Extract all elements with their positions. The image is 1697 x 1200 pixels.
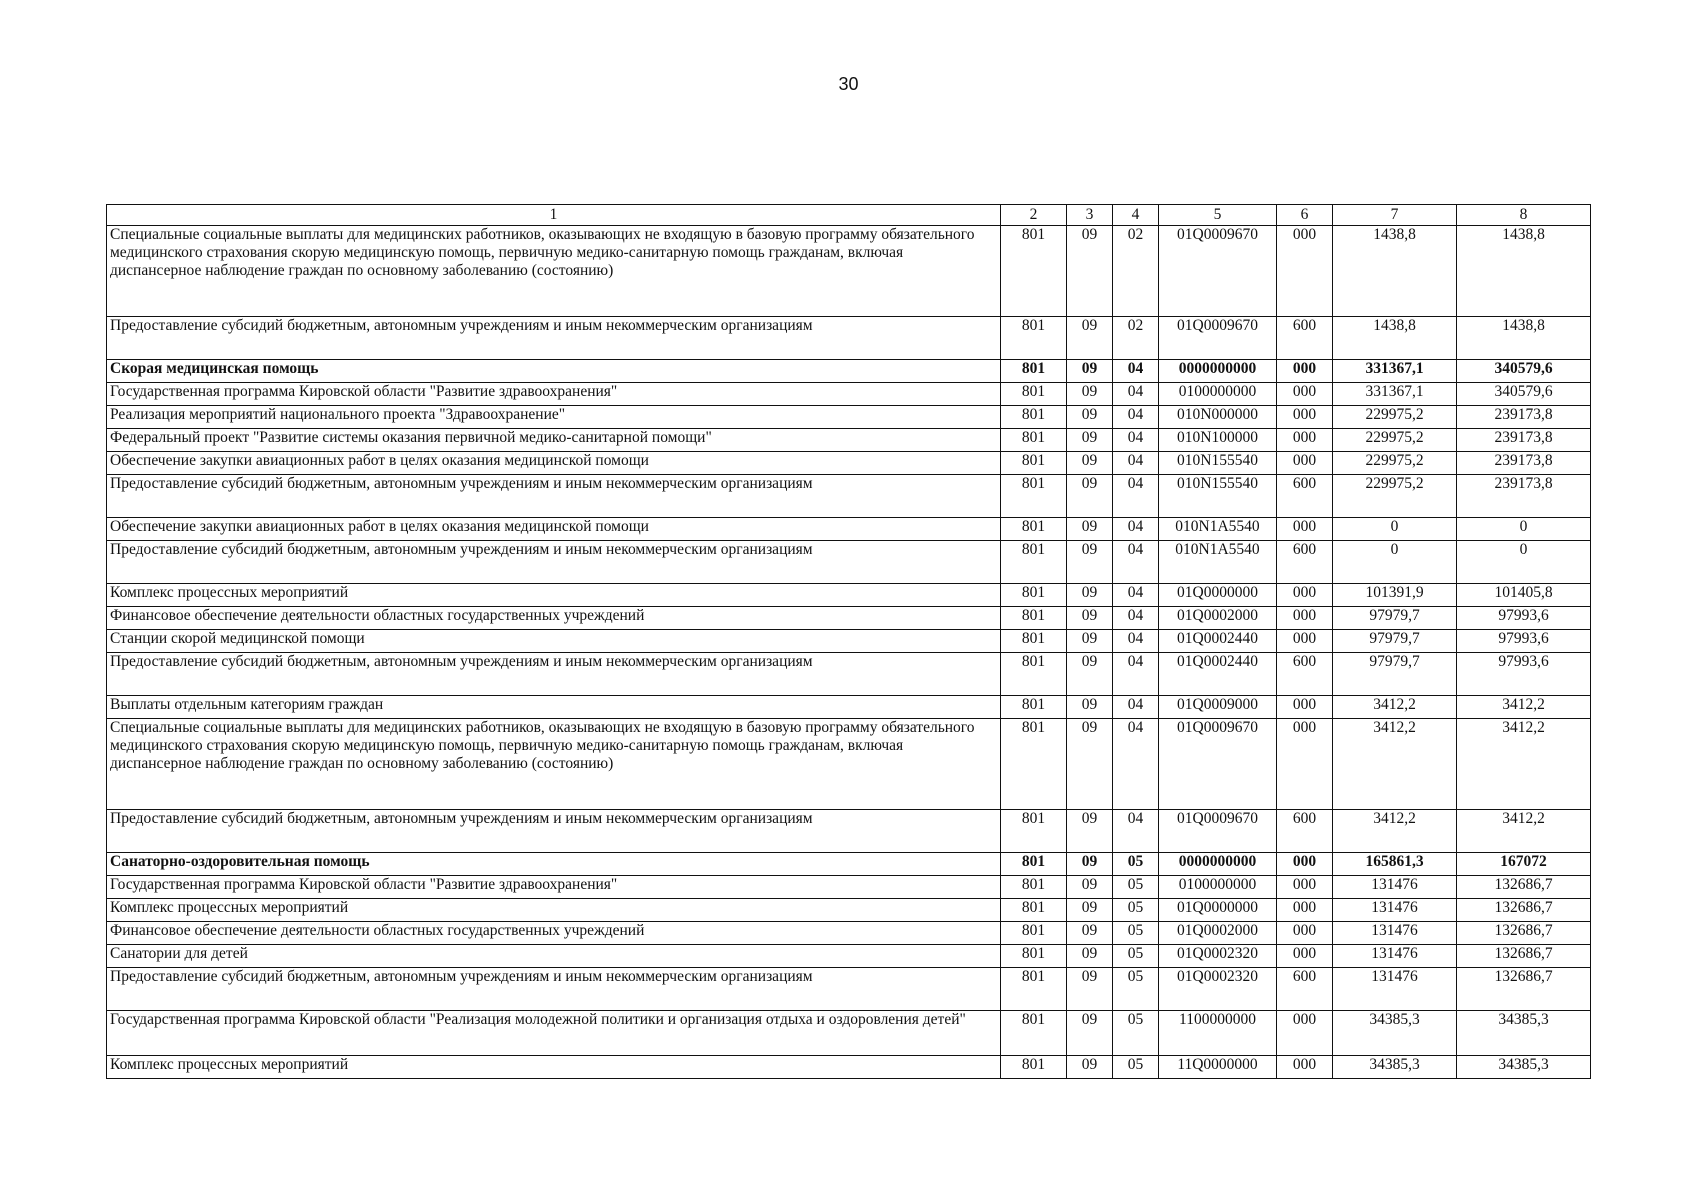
target-article-cell: 010N000000 [1159,406,1277,429]
table-row [107,518,1591,541]
amount-cell-year2: 3412,2 [1457,719,1591,810]
header-cell-5: 5 [1159,205,1277,226]
subsection-cell: 05 [1113,876,1159,899]
table-row [107,541,1591,584]
table-row [107,607,1591,630]
code-cell: 801 [1001,452,1067,475]
amount-cell-year1: 34385,3 [1333,1011,1457,1056]
amount-cell-year1: 3412,2 [1333,810,1457,853]
section-cell: 09 [1067,653,1113,696]
code-cell: 801 [1001,429,1067,452]
subsection-cell: 04 [1113,810,1159,853]
target-article-cell: 010N155540 [1159,452,1277,475]
code-cell: 801 [1001,518,1067,541]
table-row [107,876,1591,899]
expense-type-cell: 000 [1277,518,1333,541]
code-cell: 801 [1001,696,1067,719]
target-article-cell: 01Q0009670 [1159,226,1277,317]
code-cell: 801 [1001,945,1067,968]
amount-cell-year1: 131476 [1333,922,1457,945]
section-cell: 09 [1067,607,1113,630]
amount-cell-year1: 97979,7 [1333,653,1457,696]
amount-cell-year1: 0 [1333,541,1457,584]
expense-type-cell: 000 [1277,630,1333,653]
subsection-cell: 04 [1113,584,1159,607]
subsection-cell: 02 [1113,317,1159,360]
section-cell: 09 [1067,1056,1113,1079]
target-article-cell: 01Q0009670 [1159,810,1277,853]
target-article-cell: 01Q0002440 [1159,653,1277,696]
table-row [107,899,1591,922]
amount-cell-year1: 1438,8 [1333,317,1457,360]
expense-type-cell: 000 [1277,607,1333,630]
expense-type-cell: 000 [1277,429,1333,452]
section-cell: 09 [1067,452,1113,475]
expense-type-cell: 000 [1277,719,1333,810]
header-cell-2: 2 [1001,205,1067,226]
expense-type-cell: 000 [1277,1011,1333,1056]
table-header-row [107,205,1591,226]
code-cell: 801 [1001,406,1067,429]
subsection-cell: 04 [1113,607,1159,630]
amount-cell-year1: 1438,8 [1333,226,1457,317]
row-name-cell: Федеральный проект "Развитие системы оказания первичной медико-санитарной помощи" [107,429,1001,452]
row-name-cell: Выплаты отдельным категориям граждан [107,696,1001,719]
subsection-cell: 04 [1113,653,1159,696]
section-cell: 09 [1067,317,1113,360]
amount-cell-year1: 331367,1 [1333,360,1457,383]
table-row [107,968,1591,1011]
code-cell: 801 [1001,922,1067,945]
expense-type-cell: 000 [1277,696,1333,719]
target-article-cell: 0100000000 [1159,383,1277,406]
table-row [107,1056,1591,1079]
target-article-cell: 1100000000 [1159,1011,1277,1056]
amount-cell-year2: 132686,7 [1457,899,1591,922]
target-article-cell: 01Q0002000 [1159,922,1277,945]
expense-type-cell: 000 [1277,383,1333,406]
code-cell: 801 [1001,810,1067,853]
subsection-cell: 05 [1113,1011,1159,1056]
expense-type-cell: 600 [1277,317,1333,360]
header-cell-6: 6 [1277,205,1333,226]
subsection-cell: 04 [1113,406,1159,429]
row-name-cell: Санатории для детей [107,945,1001,968]
code-cell: 801 [1001,876,1067,899]
amount-cell-year1: 97979,7 [1333,607,1457,630]
row-name-cell: Финансовое обеспечение деятельности областных государственных учреждений [107,607,1001,630]
amount-cell-year2: 132686,7 [1457,968,1591,1011]
section-cell: 09 [1067,968,1113,1011]
code-cell: 801 [1001,317,1067,360]
expense-type-cell: 600 [1277,968,1333,1011]
code-cell: 801 [1001,853,1067,876]
expense-type-cell: 000 [1277,452,1333,475]
budget-table [106,204,1591,1079]
expense-type-cell: 000 [1277,922,1333,945]
amount-cell-year2: 97993,6 [1457,653,1591,696]
amount-cell-year1: 34385,3 [1333,1056,1457,1079]
subsection-cell: 04 [1113,475,1159,518]
target-article-cell: 01Q0000000 [1159,899,1277,922]
header-cell-1: 1 [107,205,1001,226]
subsection-cell: 04 [1113,452,1159,475]
subsection-cell: 04 [1113,719,1159,810]
amount-cell-year2: 97993,6 [1457,607,1591,630]
amount-cell-year1: 131476 [1333,968,1457,1011]
section-cell: 09 [1067,429,1113,452]
subsection-cell: 05 [1113,899,1159,922]
code-cell: 801 [1001,360,1067,383]
subsection-cell: 05 [1113,968,1159,1011]
row-name-cell: Государственная программа Кировской области "Развитие здравоохранения" [107,876,1001,899]
row-name-cell: Специальные социальные выплаты для медицинских работников, оказывающих не входящую в базовую программу обязательного медицинского страхования скорую медицинскую помощь, первичную медико-санитарную помощь гражданам, включая диспансерное наблюдение граждан по основному заболеванию (состоянию) [107,719,1001,810]
amount-cell-year2: 34385,3 [1457,1011,1591,1056]
amount-cell-year2: 239173,8 [1457,429,1591,452]
section-cell: 09 [1067,406,1113,429]
code-cell: 801 [1001,541,1067,584]
table-row [107,853,1591,876]
page-number: 30 [838,74,859,94]
amount-cell-year1: 165861,3 [1333,853,1457,876]
table-row [107,429,1591,452]
header-cell-7: 7 [1333,205,1457,226]
target-article-cell: 01Q0002320 [1159,945,1277,968]
amount-cell-year1: 229975,2 [1333,475,1457,518]
expense-type-cell: 000 [1277,899,1333,922]
amount-cell-year1: 229975,2 [1333,452,1457,475]
section-cell: 09 [1067,383,1113,406]
subsection-cell: 02 [1113,226,1159,317]
section-cell: 09 [1067,360,1113,383]
section-cell: 09 [1067,696,1113,719]
section-cell: 09 [1067,853,1113,876]
amount-cell-year2: 101405,8 [1457,584,1591,607]
amount-cell-year2: 132686,7 [1457,876,1591,899]
table-row [107,810,1591,853]
expense-type-cell: 600 [1277,653,1333,696]
target-article-cell: 01Q0002320 [1159,968,1277,1011]
amount-cell-year2: 0 [1457,518,1591,541]
target-article-cell: 11Q0000000 [1159,1056,1277,1079]
code-cell: 801 [1001,475,1067,518]
expense-type-cell: 000 [1277,1056,1333,1079]
amount-cell-year1: 131476 [1333,899,1457,922]
amount-cell-year2: 3412,2 [1457,810,1591,853]
target-article-cell: 0000000000 [1159,360,1277,383]
section-cell: 09 [1067,810,1113,853]
amount-cell-year1: 3412,2 [1333,719,1457,810]
table-row [107,452,1591,475]
section-cell: 09 [1067,475,1113,518]
target-article-cell: 01Q0002440 [1159,630,1277,653]
amount-cell-year2: 0 [1457,541,1591,584]
table-row [107,406,1591,429]
amount-cell-year1: 131476 [1333,876,1457,899]
target-article-cell: 01Q0000000 [1159,584,1277,607]
header-cell-3: 3 [1067,205,1113,226]
amount-cell-year2: 239173,8 [1457,406,1591,429]
code-cell: 801 [1001,899,1067,922]
row-name-cell: Комплекс процессных мероприятий [107,1056,1001,1079]
table-row [107,653,1591,696]
amount-cell-year1: 3412,2 [1333,696,1457,719]
expense-type-cell: 000 [1277,945,1333,968]
row-name-cell: Финансовое обеспечение деятельности областных государственных учреждений [107,922,1001,945]
expense-type-cell: 000 [1277,853,1333,876]
subsection-cell: 05 [1113,922,1159,945]
expense-type-cell: 000 [1277,584,1333,607]
target-article-cell: 0000000000 [1159,853,1277,876]
row-name-cell: Станции скорой медицинской помощи [107,630,1001,653]
table-body [107,205,1591,1079]
section-cell: 09 [1067,1011,1113,1056]
row-name-cell: Обеспечение закупки авиационных работ в целях оказания медицинской помощи [107,518,1001,541]
subsection-cell: 04 [1113,696,1159,719]
section-cell: 09 [1067,876,1113,899]
section-cell: 09 [1067,630,1113,653]
row-name-cell: Скорая медицинская помощь [107,360,1001,383]
amount-cell-year2: 167072 [1457,853,1591,876]
table-row [107,630,1591,653]
row-name-cell: Обеспечение закупки авиационных работ в целях оказания медицинской помощи [107,452,1001,475]
subsection-cell: 05 [1113,853,1159,876]
amount-cell-year2: 1438,8 [1457,226,1591,317]
subsection-cell: 04 [1113,429,1159,452]
table-row [107,696,1591,719]
row-name-cell: Предоставление субсидий бюджетным, автономным учреждениям и иным некоммерческим организациям [107,475,1001,518]
target-article-cell: 01Q0002000 [1159,607,1277,630]
amount-cell-year1: 331367,1 [1333,383,1457,406]
expense-type-cell: 600 [1277,475,1333,518]
amount-cell-year2: 34385,3 [1457,1056,1591,1079]
target-article-cell: 010N1A5540 [1159,518,1277,541]
table-row [107,360,1591,383]
code-cell: 801 [1001,719,1067,810]
subsection-cell: 04 [1113,360,1159,383]
table-row [107,945,1591,968]
section-cell: 09 [1067,719,1113,810]
row-name-cell: Государственная программа Кировской области "Реализация молодежной политики и организация отдыха и оздоровления детей" [107,1011,1001,1056]
target-article-cell: 010N100000 [1159,429,1277,452]
row-name-cell: Специальные социальные выплаты для медицинских работников, оказывающих не входящую в базовую программу обязательного медицинского страхования скорую медицинскую помощь, первичную медико-санитарную помощь гражданам, включая диспансерное наблюдение граждан по основному заболеванию (состоянию) [107,226,1001,317]
target-article-cell: 01Q0009670 [1159,317,1277,360]
expense-type-cell: 000 [1277,360,1333,383]
expense-type-cell: 000 [1277,226,1333,317]
amount-cell-year2: 340579,6 [1457,383,1591,406]
amount-cell-year2: 3412,2 [1457,696,1591,719]
row-name-cell: Комплекс процессных мероприятий [107,899,1001,922]
subsection-cell: 05 [1113,945,1159,968]
row-name-cell: Санаторно-оздоровительная помощь [107,853,1001,876]
table-row [107,475,1591,518]
code-cell: 801 [1001,653,1067,696]
expense-type-cell: 000 [1277,876,1333,899]
code-cell: 801 [1001,607,1067,630]
section-cell: 09 [1067,541,1113,584]
subsection-cell: 04 [1113,630,1159,653]
target-article-cell: 01Q0009000 [1159,696,1277,719]
subsection-cell: 04 [1113,541,1159,584]
row-name-cell: Предоставление субсидий бюджетным, автономным учреждениям и иным некоммерческим организациям [107,541,1001,584]
amount-cell-year1: 229975,2 [1333,406,1457,429]
amount-cell-year2: 239173,8 [1457,452,1591,475]
table-row [107,383,1591,406]
code-cell: 801 [1001,1056,1067,1079]
row-name-cell: Предоставление субсидий бюджетным, автономным учреждениям и иным некоммерческим организациям [107,810,1001,853]
amount-cell-year1: 0 [1333,518,1457,541]
target-article-cell: 0100000000 [1159,876,1277,899]
subsection-cell: 05 [1113,1056,1159,1079]
section-cell: 09 [1067,899,1113,922]
row-name-cell: Реализация мероприятий национального проекта "Здравоохранение" [107,406,1001,429]
target-article-cell: 010N155540 [1159,475,1277,518]
code-cell: 801 [1001,226,1067,317]
table-row [107,226,1591,317]
header-cell-8: 8 [1457,205,1591,226]
subsection-cell: 04 [1113,383,1159,406]
code-cell: 801 [1001,1011,1067,1056]
expense-type-cell: 600 [1277,541,1333,584]
amount-cell-year2: 1438,8 [1457,317,1591,360]
expense-type-cell: 000 [1277,406,1333,429]
amount-cell-year1: 131476 [1333,945,1457,968]
section-cell: 09 [1067,922,1113,945]
section-cell: 09 [1067,518,1113,541]
row-name-cell: Предоставление субсидий бюджетным, автономным учреждениям и иным некоммерческим организациям [107,968,1001,1011]
section-cell: 09 [1067,226,1113,317]
target-article-cell: 010N1A5540 [1159,541,1277,584]
amount-cell-year2: 132686,7 [1457,922,1591,945]
table-row [107,317,1591,360]
row-name-cell: Предоставление субсидий бюджетным, автономным учреждениям и иным некоммерческим организациям [107,653,1001,696]
amount-cell-year1: 229975,2 [1333,429,1457,452]
table-row [107,1011,1591,1056]
row-name-cell: Предоставление субсидий бюджетным, автономным учреждениям и иным некоммерческим организациям [107,317,1001,360]
code-cell: 801 [1001,968,1067,1011]
section-cell: 09 [1067,945,1113,968]
table-row [107,719,1591,810]
amount-cell-year2: 239173,8 [1457,475,1591,518]
amount-cell-year2: 132686,7 [1457,945,1591,968]
amount-cell-year2: 340579,6 [1457,360,1591,383]
target-article-cell: 01Q0009670 [1159,719,1277,810]
table-row [107,922,1591,945]
header-cell-4: 4 [1113,205,1159,226]
code-cell: 801 [1001,630,1067,653]
amount-cell-year2: 97993,6 [1457,630,1591,653]
row-name-cell: Комплекс процессных мероприятий [107,584,1001,607]
section-cell: 09 [1067,584,1113,607]
row-name-cell: Государственная программа Кировской области "Развитие здравоохранения" [107,383,1001,406]
code-cell: 801 [1001,383,1067,406]
amount-cell-year1: 101391,9 [1333,584,1457,607]
code-cell: 801 [1001,584,1067,607]
expense-type-cell: 600 [1277,810,1333,853]
amount-cell-year1: 97979,7 [1333,630,1457,653]
table-row [107,584,1591,607]
subsection-cell: 04 [1113,518,1159,541]
